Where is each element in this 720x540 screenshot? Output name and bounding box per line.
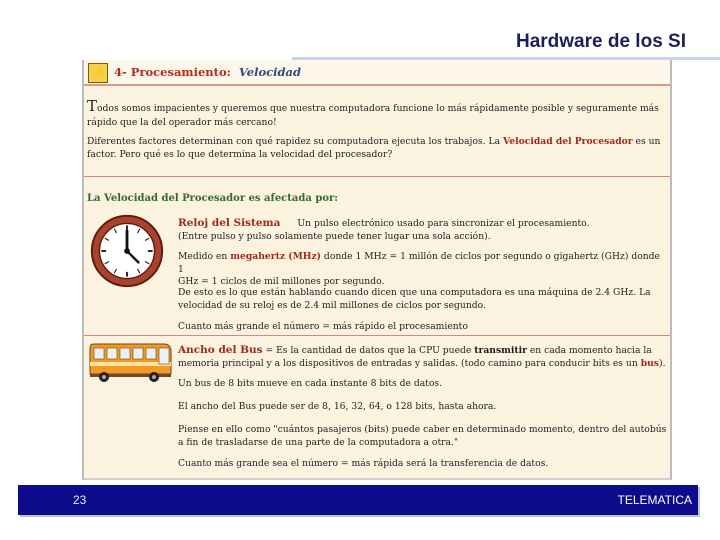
clock-block [178,216,668,243]
talk-line2: velocidad de su reloj es de 2.4 mil millones de ciclos por segundo. [178,299,486,311]
intro-paragraph [87,96,667,129]
bus-think [178,424,668,449]
slide-title: Hardware de los SI [515,31,686,52]
factors-text-a: Diferentes factores determinan con qué rapidez su computadora ejecuta los trabajos. La [87,136,503,147]
clock-icon [89,213,165,289]
bus-desc-line2: memoria principal y a los dispositivos de entradas y salidas. (todo camino para conducir bits es un [178,357,641,369]
clock-desc1: Un pulso electrónico usado para sincronizar el procesamiento. [297,218,590,229]
content-panel [82,60,672,480]
bus-desc-end: ). [658,357,666,369]
lightning-icon: ⚡ [88,63,108,83]
intro-line1: odos somos impacientes y queremos que nuestra computadora funcione lo más rápidamente posible y seguramente más [97,103,659,114]
drop-cap: T [87,97,98,115]
factors-bold: Velocidad del Procesador [502,136,633,147]
factors-paragraph [87,136,669,161]
clock-mhz [178,251,668,289]
affected-heading: La Velocidad del Procesador es afectada por: [87,193,338,204]
clock-desc2: (Entre pulso y pulso solamente puede tener lugar una sola acción). [178,230,491,242]
page-number: 23 [73,493,87,507]
bus-bigger: Cuanto más grande sea el número = más rápida será la transferencia de datos. [178,458,549,469]
factors-text-b: es un [632,136,661,147]
bus-eight: Un bus de 8 bits mueve en cada instante 8 bits de datos. [178,378,443,389]
mhz-post: donde 1 MHz = 1 millón de ciclos por segundo o gigahertz (GHz) donde 1 [178,251,660,275]
mhz-bold: megahertz (MHz) [230,251,322,262]
bus-block [178,343,668,370]
section-title: Procesamiento: [130,65,231,79]
talk-line1: De esto es lo que están hablando cuando dicen que una computadora es una máquina de 2.4 GHz. La [178,287,651,298]
bus-title: Ancho del Bus [178,344,263,356]
clock-talk [178,287,668,312]
footer-bar [18,485,698,515]
bus-desc-bold: transmitir [474,345,527,356]
factors-line2: factor. Pero qué es lo que determina la velocidad del procesador? [87,148,393,160]
think-line1: Piense en ello como "cuántos pasajeros (bits) puede caber en determinado momento, dentro del autobús [178,424,667,435]
bus-word: bus [640,357,659,369]
footer-label: TELEMATICA [617,493,692,507]
section-heading [114,65,301,79]
section-header [84,60,670,86]
clock-bigger: Cuanto más grande el número = más rápido el procesamiento [178,321,468,332]
section-subtitle: Velocidad [238,65,302,79]
divider [84,335,670,336]
bus-desc-a: = Es la cantidad de datos que la CPU puede [262,345,475,356]
mhz-pre: Medido en [178,251,231,262]
section-number: 4- [114,65,127,79]
bus-desc-b: en cada momento hacia la [526,345,652,356]
think-line2: a fin de trasladarse de una parte de la computadora a otra." [178,436,459,448]
intro-line2: rápido que la del operador más cercano! [87,116,277,128]
divider [84,176,670,177]
bus-icon [86,340,172,384]
clock-title: Reloj del Sistema [178,217,281,229]
bus-widths: El ancho del Bus puede ser de 8, 16, 32, 64, o 128 bits, hasta ahora. [178,401,497,412]
ghz-line: GHz = 1 ciclos de mil millones por segundo. [178,276,385,288]
